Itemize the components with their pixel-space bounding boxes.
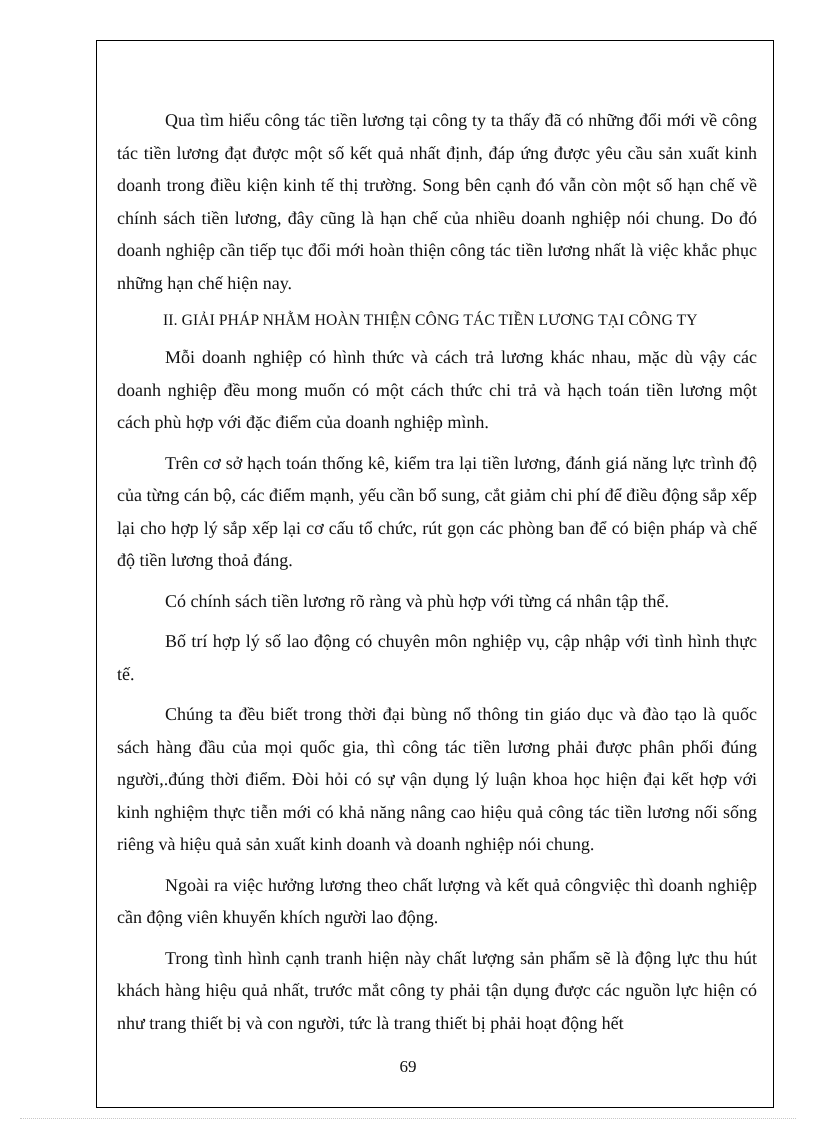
- section-heading: II. GIẢI PHÁP NHẰM HOÀN THIỆN CÔNG TÁC TIỀN LƯƠNG TẠI CÔNG TY: [163, 312, 698, 329]
- paragraph-6: Ngoài ra việc hưởng lương theo chất lượng và kết quả côngviệc thì doanh nghiệp cần động viên khuyến khích người lao động.: [117, 874, 757, 927]
- page-number: 69: [399, 1057, 417, 1076]
- bottom-divider: [20, 1118, 796, 1119]
- paragraph-1: Mỗi doanh nghiệp có hình thức và cách trả lương khác nhau, mặc dù vậy các doanh nghiệp đều mong muốn có một cách thức chi trả và hạch toán tiền lương một cách phù hợp với đặc điểm của doanh nghiệp mình.: [117, 347, 757, 432]
- paragraph-intro: Qua tìm hiểu công tác tiền lương tại công ty ta thấy đã có những đổi mới về công tác tiền lương đạt được một số kết quả nhất định, đáp ứng được yêu cầu sản xuất kinh doanh trong điều kiện kinh tế thị trường. Song bên cạnh đó vẫn còn một số hạn chế về chính sách tiền lương, đây cũng là hạn chế của nhiều doanh nghiệp nói chung. Do đó doanh nghiệp cần tiếp tục đổi mới hoàn thiện công tác tiền lương nhất là việc khắc phục những hạn chế hiện nay.: [117, 110, 757, 293]
- paragraph-5: Chúng ta đều biết trong thời đại bùng nổ thông tin giáo dục và đào tạo là quốc sách hàng đầu của mọi quốc gia, thì công tác tiền lương phải được phân phối đúng người,.đúng thời điểm. Đòi hỏi có sự vận dụng lý luận khoa học hiện đại kết hợp với kinh nghiệm thực tiễn mới có khả năng nâng cao hiệu quả công tác tiền lương nối sống riêng và hiệu quả sản xuất kinh doanh và doanh nghiệp nói chung.: [117, 704, 757, 854]
- paragraph-3: Có chính sách tiền lương rõ ràng và phù hợp với từng cá nhân tập thể.: [165, 590, 669, 611]
- paragraph-7: Trong tình hình cạnh tranh hiện này chất lượng sản phẩm sẽ là động lực thu hút khách hàng hiệu quả nhất, trước mắt công ty phải tận dụng được các nguồn lực hiện có như trang thiết bị và con người, tức là trang thiết bị phải hoạt động hết: [117, 947, 757, 1033]
- document-body: [117, 104, 757, 1047]
- paragraph-4: Bố trí hợp lý số lao động có chuyên môn nghiệp vụ, cập nhập với tình hình thực tế.: [117, 631, 757, 684]
- paragraph-2: Trên cơ sở hạch toán thống kê, kiểm tra lại tiền lương, đánh giá năng lực trình độ của từng cán bộ, các điểm mạnh, yếu cần bổ sung, cắt giảm chi phí để điều động sắp xếp lại cho hợp lý sắp xếp lại cơ cấu tổ chức, rút gọn các phòng ban để có biện pháp và chế độ tiền lương thoả đáng.: [117, 452, 757, 570]
